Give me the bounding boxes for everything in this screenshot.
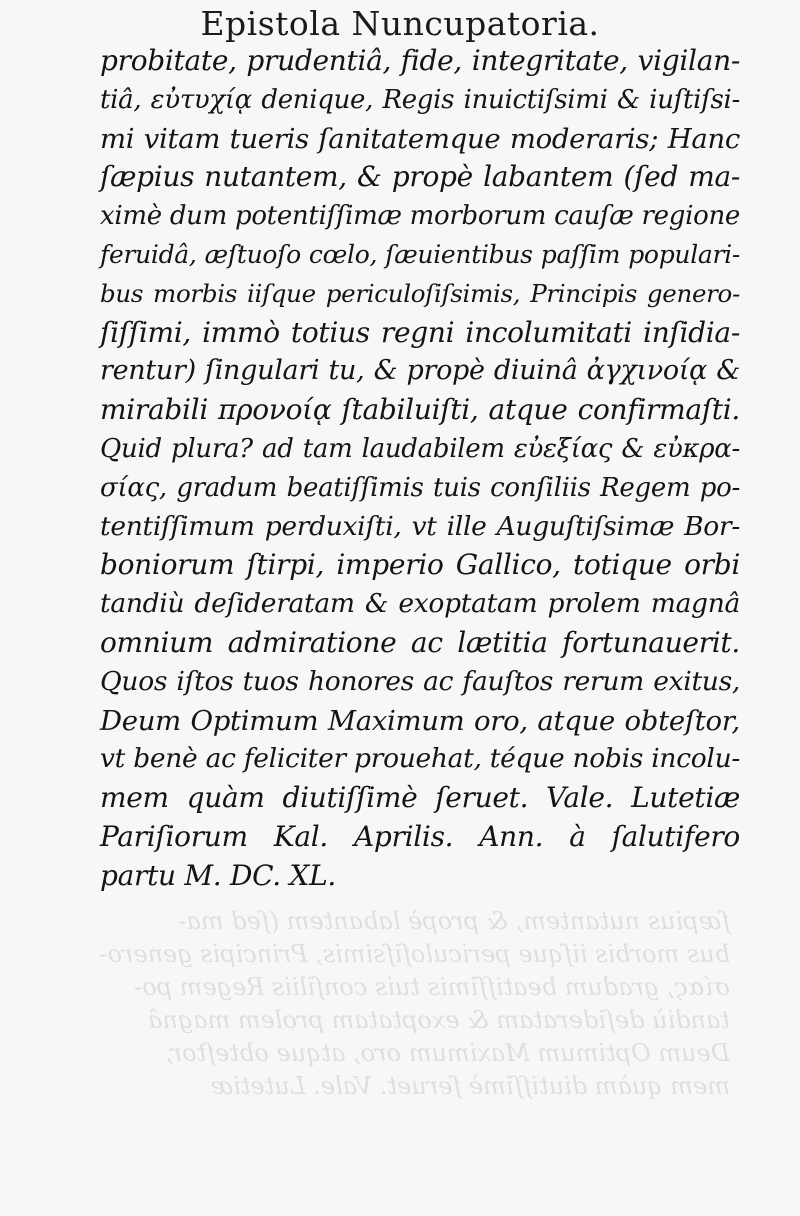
text-line: tentiſſimum perduxiſti, vt ille Auguſtiſsimæ Bor- xyxy=(100,510,740,542)
text-line: Pariſiorum Kal. Aprilis. Ann. à ſalutifero xyxy=(100,819,740,853)
text-line-last: partu M. DC. XL. xyxy=(100,858,336,892)
text-line: Quid plura? ad tam laudabilem εὐεξίας & εὐκρα- xyxy=(100,433,740,464)
text-line: rentur) ſingulari tu, & propè diuinâ ἀγχινοίᾳ & xyxy=(100,355,740,387)
text-line: tiâ, εὐτυχίᾳ denique, Regis inuictiſsimi & iuſtiſsi- xyxy=(100,84,740,115)
bleed-line: ſæpius nutantem, & propè labantem (ſed ma- xyxy=(178,907,730,935)
show-through-bleed xyxy=(99,905,730,1103)
bleed-line: σίας, gradum beatiſſimis tuis conſiliis Regem po- xyxy=(134,973,730,1001)
bleed-line: tandiù deſideratam & exoptatam prolem magnâ xyxy=(148,1006,730,1034)
text-line: mem quàm diutiſſimè ſeruet. Vale. Lutetiæ xyxy=(100,781,740,815)
running-header: Epistola Nuncupatoria. xyxy=(200,4,600,43)
bleed-line: mem quàm diutiſſimè ſeruet. Vale. Lutetiæ xyxy=(210,1072,730,1100)
text-line: ſæpius nutantem, & propè labantem (ſed ma- xyxy=(100,160,740,194)
text-line: probitate, prudentiâ, fide, integritate, vigilan- xyxy=(100,44,740,77)
text-line: vt benè ac feliciter prouehat, téque nobis incolu- xyxy=(100,743,740,775)
bleed-line: Deum Optimum Maximum oro, atque obteſtor, xyxy=(165,1039,730,1067)
text-line: Quos iſtos tuos honores ac fauſtos rerum exitus, xyxy=(100,665,740,697)
text-line: feruidâ, æſtuoſo cœlo, ſæuientibus paſſim populari- xyxy=(100,239,740,269)
text-line: ximè dum potentiſſimæ morborum cauſæ regione xyxy=(100,201,740,232)
text-line: ſiſſimi, immò totius regni incolumitati inſidia- xyxy=(100,315,740,349)
text-line: σίας, gradum beatiſſimis tuis conſiliis Regem po- xyxy=(100,472,740,503)
text-line: Deum Optimum Maximum oro, atque obteſtor, xyxy=(100,704,740,737)
text-line: mi vitam tueris ſanitatemque moderaris; Hanc xyxy=(100,122,740,155)
text-line: tandiù deſideratam & exoptatam prolem magnâ xyxy=(100,588,740,620)
text-line: bus morbis iiſque periculoſiſsimis, Principis genero- xyxy=(100,278,740,308)
text-line: omnium admiratione ac lætitia fortunauerit. xyxy=(100,625,740,659)
text-line: mirabili προνοίᾳ ſtabiluiſti, atque confirmaſti. xyxy=(100,393,740,427)
text-line: boniorum ſtirpi, imperio Gallico, totique orbi xyxy=(100,548,740,582)
body-text xyxy=(100,42,740,896)
bleed-line: bus morbis iiſque periculoſiſsimis, Principis genero- xyxy=(99,940,730,968)
